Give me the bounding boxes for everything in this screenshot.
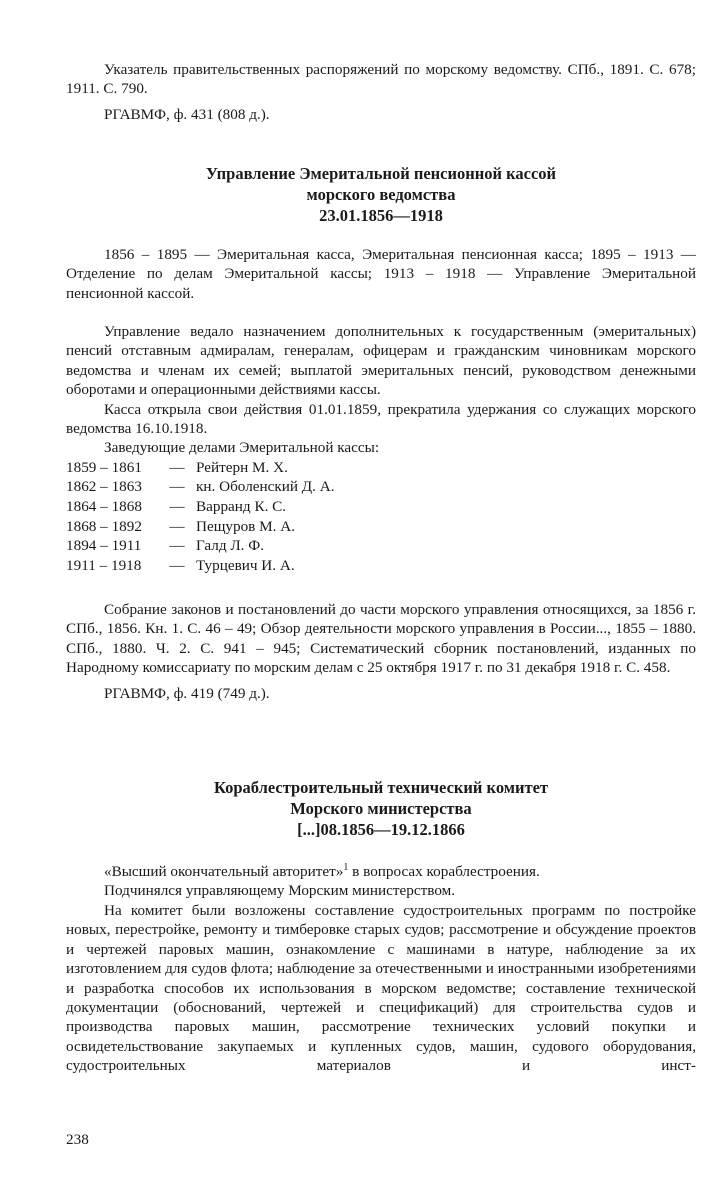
list-item: 1911 – 1918 — Турцевич И. А. — [66, 556, 295, 574]
section1-title-line1: Управление Эмеритальной пенсионной кассой — [205, 164, 557, 183]
section1-heading — [66, 163, 696, 226]
list-item: 1894 – 1911 — Галд Л. Ф. — [66, 537, 265, 555]
section1-sources — [66, 600, 696, 703]
section1-paragraph1: Управление ведало назначением дополнительных к государственным (эмеритальных) пенсий отставным адмиралам, генералам, офицерам и гражданским чиновникам морского ведомства и членам их семей; выплатой эмеритальных пенсий, руководством денежными оборотами и операционными действиями кассы. — [66, 323, 696, 399]
section1-title-dates: 23.01.1856—1918 — [319, 206, 443, 225]
page-number: 238 — [66, 1131, 89, 1148]
section1-paragraph3: Заведующие делами Эмеритальной кассы: — [104, 439, 380, 457]
list-item: 1862 – 1863 — кн. Оболенский Д. А. — [66, 478, 335, 496]
intro-block — [66, 60, 696, 124]
section2-heading — [66, 777, 696, 840]
section2-paragraph3: На комитет были возложены составление судостроительных программ по постройке новых, перестройке, ремонту и тимберовке старых судов; рассмотрение и обсуждение проектов и чертежей паровых машин, ознакомление с машинами в натуре, наблюдение за их изготовлением для судов флота; наблюдение за отечественными и иностранными изобретениями и разработка способов их использования в морском ведомстве; составление технической документации (обоснований, чертежей и спецификаций) для строительства судов и производства паровых машин, рассмотрение технических условий покупки и освидетельствование закупаемых и купленных судов, машин, судового оборудования, судостроительных материалов и инст- — [66, 901, 696, 1075]
section1-history — [66, 245, 696, 303]
managers-list — [66, 458, 696, 576]
intro-reference: Указатель правительственных распоряжений по морскому ведомству. СПб., 1891. С. 678; 1911. С. 790. — [66, 61, 696, 98]
section2-body — [66, 858, 696, 1076]
list-item: 1868 – 1892 — Пещуров М. А. — [66, 517, 296, 535]
section2-quote-rest: в вопросах кораблестроения. — [352, 863, 540, 881]
section1-sources-text: Собрание законов и постановлений до части морского управления относящихся, за 1856 г. СПб., 1856. Кн. 1. С. 46 – 49; Обзор деятельности морского управления в России..., 1855 – 1880. СПб., 1880. Ч. 2. С. 941 – 945; Систематический сборник постановлений, изданных по Народному комиссариату по морским делам с 25 октября 1917 г. по 31 декабря 1918 г. С. 458. — [66, 601, 696, 677]
section1-archive: РГАВМФ, ф. 419 (749 д.). — [104, 684, 270, 702]
section1-history-text: 1856 – 1895 — Эмеритальная касса, Эмеритальная пенсионная касса; 1895 – 1913 — Отделение по делам Эмеритальной кассы; 1913 – 1918 — Управление Эмеритальной пенсионной кассой. — [66, 246, 696, 302]
list-item: 1864 – 1868 — Варранд К. С. — [66, 498, 287, 516]
intro-archive: РГАВМФ, ф. 431 (808 д.). — [104, 105, 270, 123]
section2-title-line2: Морского министерства — [290, 799, 472, 818]
section2-quote: «Высший окончательный авторитет» — [104, 863, 344, 881]
list-item: 1859 – 1861 — Рейтерн М. Х. — [66, 458, 288, 476]
section2-title-dates: [...]08.1856—19.12.1866 — [297, 820, 465, 839]
section2-paragraph2: Подчинялся управляющему Морским министерством. — [104, 882, 456, 900]
section1-paragraph2: Касса открыла свои действия 01.01.1859, прекратила удержания со служащих морского ведомства 16.10.1918. — [66, 400, 696, 438]
footnote-mark: 1 — [343, 862, 349, 873]
section2-quote-line — [66, 858, 696, 881]
section2-title-line1: Кораблестроительный технический комитет — [213, 778, 549, 797]
section1-title-line2: морского ведомства — [306, 185, 456, 204]
section1-body — [66, 322, 696, 575]
